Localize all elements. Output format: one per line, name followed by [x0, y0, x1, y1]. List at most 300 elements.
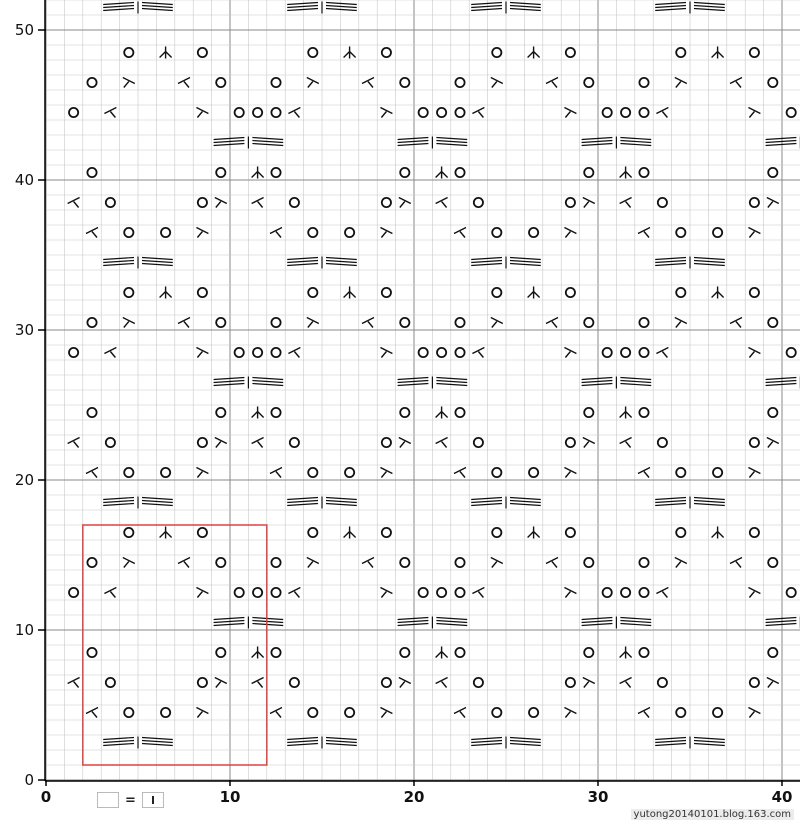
k2tog-symbol	[288, 108, 300, 118]
yarn-over-symbol	[235, 588, 244, 597]
k2tog-symbol	[546, 78, 558, 88]
ssk-symbol	[748, 228, 760, 238]
y-tick-label: 20	[14, 471, 34, 489]
k2tog-symbol	[178, 318, 190, 328]
yarn-over-symbol	[290, 438, 299, 447]
double-decrease-symbol	[252, 167, 264, 179]
yarn-over-symbol	[400, 318, 409, 327]
cable-symbol	[471, 737, 541, 749]
ssk-symbol	[215, 438, 227, 448]
cable-symbol	[766, 137, 800, 149]
yarn-over-symbol	[253, 348, 262, 357]
cable-symbol	[471, 257, 541, 269]
k2tog-symbol	[454, 228, 466, 238]
ssk-symbol	[748, 108, 760, 118]
yarn-over-symbol	[676, 528, 685, 537]
k2tog-symbol	[270, 708, 282, 718]
double-decrease-symbol	[528, 287, 540, 299]
yarn-over-symbol	[271, 588, 280, 597]
legend-equals: =	[125, 792, 136, 808]
yarn-over-symbol	[603, 588, 612, 597]
yarn-over-symbol	[676, 288, 685, 297]
ssk-symbol	[748, 588, 760, 598]
ssk-symbol	[767, 198, 779, 208]
ssk-symbol	[196, 348, 208, 358]
y-tick-label: 10	[14, 621, 34, 639]
yarn-over-symbol	[419, 108, 428, 117]
k2tog-symbol	[104, 108, 116, 118]
yarn-over-symbol	[216, 648, 225, 657]
yarn-over-symbol	[768, 78, 777, 87]
ssk-symbol	[767, 678, 779, 688]
k2tog-symbol	[620, 438, 632, 448]
yarn-over-symbol	[290, 198, 299, 207]
k2tog-symbol	[104, 348, 116, 358]
yarn-over-symbol	[271, 408, 280, 417]
k2tog-symbol	[656, 348, 668, 358]
double-decrease-symbol	[160, 527, 172, 539]
yarn-over-symbol	[566, 288, 575, 297]
double-decrease-symbol	[160, 287, 172, 299]
legend	[97, 792, 164, 808]
k2tog-symbol	[472, 348, 484, 358]
x-tick-label: 0	[40, 788, 52, 806]
watermark: yutong20140101.blog.163.com	[631, 809, 794, 820]
yarn-over-symbol	[308, 528, 317, 537]
yarn-over-symbol	[198, 288, 207, 297]
cable-symbol	[214, 617, 284, 629]
k2tog-symbol	[436, 678, 448, 688]
yarn-over-symbol	[492, 288, 501, 297]
yarn-over-symbol	[566, 198, 575, 207]
double-decrease-symbol	[528, 527, 540, 539]
yarn-over-symbol	[474, 198, 483, 207]
yarn-over-symbol	[69, 348, 78, 357]
ssk-symbol	[583, 678, 595, 688]
yarn-over-symbol	[253, 588, 262, 597]
double-decrease-symbol	[344, 287, 356, 299]
yarn-over-symbol	[216, 318, 225, 327]
yarn-over-symbol	[750, 288, 759, 297]
yarn-over-symbol	[584, 558, 593, 567]
k2tog-symbol	[730, 78, 742, 88]
yarn-over-symbol	[455, 588, 464, 597]
yarn-over-symbol	[400, 648, 409, 657]
yarn-over-symbol	[87, 78, 96, 87]
k2tog-symbol	[178, 78, 190, 88]
ssk-symbol	[491, 318, 503, 328]
x-tick-label: 40	[771, 788, 793, 806]
yarn-over-symbol	[455, 78, 464, 87]
k2tog-symbol	[620, 198, 632, 208]
k2tog-symbol	[104, 588, 116, 598]
k2tog-symbol	[362, 318, 374, 328]
cable-symbol	[582, 137, 652, 149]
yarn-over-symbol	[787, 348, 796, 357]
yarn-over-symbol	[271, 78, 280, 87]
yarn-over-symbol	[621, 588, 630, 597]
ssk-symbol	[380, 108, 392, 118]
ssk-symbol	[564, 108, 576, 118]
double-decrease-symbol	[620, 647, 632, 659]
yarn-over-symbol	[639, 78, 648, 87]
yarn-over-symbol	[584, 408, 593, 417]
yarn-over-symbol	[198, 678, 207, 687]
yarn-over-symbol	[308, 228, 317, 237]
yarn-over-symbol	[768, 408, 777, 417]
yarn-over-symbol	[566, 48, 575, 57]
yarn-over-symbol	[639, 108, 648, 117]
cable-symbol	[103, 497, 173, 509]
yarn-over-symbol	[198, 528, 207, 537]
yarn-over-symbol	[271, 348, 280, 357]
ssk-symbol	[380, 708, 392, 718]
ssk-symbol	[399, 438, 411, 448]
yarn-over-symbol	[69, 108, 78, 117]
yarn-over-symbol	[639, 348, 648, 357]
yarn-over-symbol	[308, 468, 317, 477]
cable-symbol	[398, 137, 468, 149]
yarn-over-symbol	[474, 438, 483, 447]
double-decrease-symbol	[344, 47, 356, 59]
ssk-symbol	[196, 708, 208, 718]
yarn-over-symbol	[584, 648, 593, 657]
k2tog-symbol	[454, 708, 466, 718]
double-decrease-symbol	[436, 407, 448, 419]
x-tick-label: 20	[403, 788, 425, 806]
double-decrease-symbol	[160, 47, 172, 59]
double-decrease-symbol	[436, 647, 448, 659]
yarn-over-symbol	[455, 558, 464, 567]
ssk-symbol	[307, 318, 319, 328]
yarn-over-symbol	[713, 708, 722, 717]
yarn-over-symbol	[787, 108, 796, 117]
double-decrease-symbol	[712, 287, 724, 299]
ssk-symbol	[307, 558, 319, 568]
yarn-over-symbol	[87, 648, 96, 657]
yarn-over-symbol	[161, 708, 170, 717]
yarn-over-symbol	[750, 528, 759, 537]
ssk-symbol	[123, 558, 135, 568]
ssk-symbol	[307, 78, 319, 88]
yarn-over-symbol	[658, 678, 667, 687]
yarn-over-symbol	[308, 48, 317, 57]
yarn-over-symbol	[87, 168, 96, 177]
double-decrease-symbol	[252, 407, 264, 419]
ssk-symbol	[675, 78, 687, 88]
k2tog-symbol	[68, 198, 80, 208]
yarn-over-symbol	[271, 168, 280, 177]
yarn-over-symbol	[492, 468, 501, 477]
yarn-over-symbol	[639, 558, 648, 567]
yarn-over-symbol	[106, 438, 115, 447]
ssk-symbol	[583, 438, 595, 448]
double-decrease-symbol	[528, 47, 540, 59]
yarn-over-symbol	[216, 168, 225, 177]
yarn-over-symbol	[639, 318, 648, 327]
yarn-over-symbol	[400, 168, 409, 177]
yarn-over-symbol	[455, 318, 464, 327]
yarn-over-symbol	[437, 108, 446, 117]
yarn-over-symbol	[566, 528, 575, 537]
yarn-over-symbol	[639, 648, 648, 657]
y-tick-label: 40	[14, 171, 34, 189]
yarn-over-symbol	[271, 318, 280, 327]
ssk-symbol	[564, 468, 576, 478]
yarn-over-symbol	[419, 588, 428, 597]
ssk-symbol	[399, 198, 411, 208]
cable-symbol	[398, 617, 468, 629]
ssk-symbol	[564, 348, 576, 358]
yarn-over-symbol	[676, 468, 685, 477]
yarn-over-symbol	[529, 228, 538, 237]
cable-symbol	[287, 2, 357, 14]
yarn-over-symbol	[603, 108, 612, 117]
yarn-over-symbol	[106, 678, 115, 687]
cable-symbol	[287, 257, 357, 269]
yarn-over-symbol	[455, 108, 464, 117]
cable-symbol	[214, 377, 284, 389]
yarn-over-symbol	[271, 648, 280, 657]
yarn-over-symbol	[713, 228, 722, 237]
cable-symbol	[471, 497, 541, 509]
yarn-over-symbol	[676, 708, 685, 717]
yarn-over-symbol	[124, 708, 133, 717]
cable-symbol	[471, 2, 541, 14]
k2tog-symbol	[86, 468, 98, 478]
yarn-over-symbol	[198, 438, 207, 447]
yarn-over-symbol	[124, 288, 133, 297]
k2tog-symbol	[472, 108, 484, 118]
yarn-over-symbol	[566, 678, 575, 687]
yarn-over-symbol	[492, 228, 501, 237]
yarn-over-symbol	[584, 78, 593, 87]
yarn-over-symbol	[253, 108, 262, 117]
k2tog-symbol	[68, 678, 80, 688]
cable-symbol	[103, 737, 173, 749]
ssk-symbol	[748, 708, 760, 718]
ssk-symbol	[380, 348, 392, 358]
yarn-over-symbol	[676, 228, 685, 237]
yarn-over-symbol	[750, 198, 759, 207]
ssk-symbol	[767, 438, 779, 448]
yarn-over-symbol	[639, 588, 648, 597]
yarn-over-symbol	[750, 678, 759, 687]
yarn-over-symbol	[768, 558, 777, 567]
yarn-over-symbol	[400, 558, 409, 567]
double-decrease-symbol	[620, 407, 632, 419]
yarn-over-symbol	[382, 48, 391, 57]
k2tog-symbol	[252, 438, 264, 448]
yarn-over-symbol	[382, 288, 391, 297]
yarn-over-symbol	[235, 348, 244, 357]
ssk-symbol	[564, 228, 576, 238]
yarn-over-symbol	[198, 48, 207, 57]
k2tog-symbol	[68, 438, 80, 448]
yarn-over-symbol	[603, 348, 612, 357]
yarn-over-symbol	[382, 198, 391, 207]
y-tick-label: 30	[14, 321, 34, 339]
double-decrease-symbol	[712, 47, 724, 59]
yarn-over-symbol	[658, 438, 667, 447]
cable-symbol	[103, 257, 173, 269]
cable-symbol	[655, 2, 725, 14]
k2tog-symbol	[638, 708, 650, 718]
yarn-over-symbol	[271, 108, 280, 117]
k2tog-symbol	[454, 468, 466, 478]
yarn-over-symbol	[566, 438, 575, 447]
ssk-symbol	[380, 228, 392, 238]
ssk-symbol	[564, 588, 576, 598]
ssk-symbol	[196, 228, 208, 238]
ssk-symbol	[748, 468, 760, 478]
cable-symbol	[103, 2, 173, 14]
yarn-over-symbol	[87, 558, 96, 567]
cable-symbol	[655, 497, 725, 509]
yarn-over-symbol	[400, 408, 409, 417]
k2tog-symbol	[288, 348, 300, 358]
k2tog-symbol	[178, 558, 190, 568]
yarn-over-symbol	[492, 708, 501, 717]
yarn-over-symbol	[308, 708, 317, 717]
ssk-symbol	[215, 678, 227, 688]
yarn-over-symbol	[382, 438, 391, 447]
yarn-over-symbol	[216, 78, 225, 87]
yarn-over-symbol	[216, 408, 225, 417]
ssk-symbol	[380, 588, 392, 598]
yarn-over-symbol	[455, 348, 464, 357]
cable-symbol	[398, 377, 468, 389]
y-tick-label: 50	[14, 21, 34, 39]
k2tog-symbol	[436, 198, 448, 208]
yarn-over-symbol	[455, 408, 464, 417]
k2tog-symbol	[620, 678, 632, 688]
yarn-over-symbol	[750, 438, 759, 447]
yarn-over-symbol	[639, 168, 648, 177]
ssk-symbol	[123, 318, 135, 328]
ssk-symbol	[196, 588, 208, 598]
k2tog-symbol	[546, 318, 558, 328]
yarn-over-symbol	[124, 228, 133, 237]
ssk-symbol	[675, 558, 687, 568]
k2tog-symbol	[472, 588, 484, 598]
ssk-symbol	[564, 708, 576, 718]
yarn-over-symbol	[492, 48, 501, 57]
legend-knit-symbol	[142, 792, 164, 808]
yarn-over-symbol	[345, 468, 354, 477]
yarn-over-symbol	[308, 288, 317, 297]
yarn-over-symbol	[713, 468, 722, 477]
ssk-symbol	[399, 678, 411, 688]
cable-symbol	[214, 137, 284, 149]
yarn-over-symbol	[124, 468, 133, 477]
ssk-symbol	[583, 198, 595, 208]
ssk-symbol	[196, 468, 208, 478]
yarn-over-symbol	[69, 588, 78, 597]
ssk-symbol	[196, 108, 208, 118]
yarn-over-symbol	[382, 528, 391, 537]
double-decrease-symbol	[436, 167, 448, 179]
yarn-over-symbol	[750, 48, 759, 57]
yarn-over-symbol	[787, 588, 796, 597]
cable-symbol	[766, 377, 800, 389]
double-decrease-symbol	[344, 527, 356, 539]
yarn-over-symbol	[290, 678, 299, 687]
cable-symbol	[655, 737, 725, 749]
yarn-over-symbol	[87, 318, 96, 327]
x-tick-label: 10	[219, 788, 241, 806]
yarn-over-symbol	[621, 108, 630, 117]
yarn-over-symbol	[437, 348, 446, 357]
yarn-over-symbol	[437, 588, 446, 597]
yarn-over-symbol	[676, 48, 685, 57]
k2tog-symbol	[638, 228, 650, 238]
double-decrease-symbol	[252, 647, 264, 659]
yarn-over-symbol	[658, 198, 667, 207]
double-decrease-symbol	[712, 527, 724, 539]
yarn-over-symbol	[621, 348, 630, 357]
k2tog-symbol	[252, 678, 264, 688]
k2tog-symbol	[288, 588, 300, 598]
yarn-over-symbol	[529, 468, 538, 477]
yarn-over-symbol	[235, 108, 244, 117]
k2tog-symbol	[270, 228, 282, 238]
yarn-over-symbol	[584, 168, 593, 177]
ssk-symbol	[491, 558, 503, 568]
cable-symbol	[655, 257, 725, 269]
k2tog-symbol	[656, 588, 668, 598]
cable-symbol	[287, 737, 357, 749]
yarn-over-symbol	[768, 648, 777, 657]
yarn-over-symbol	[345, 228, 354, 237]
yarn-over-symbol	[639, 408, 648, 417]
k2tog-symbol	[86, 708, 98, 718]
ssk-symbol	[491, 78, 503, 88]
yarn-over-symbol	[529, 708, 538, 717]
cable-symbol	[582, 617, 652, 629]
k2tog-symbol	[362, 558, 374, 568]
yarn-over-symbol	[124, 48, 133, 57]
k2tog-symbol	[546, 558, 558, 568]
yarn-over-symbol	[106, 198, 115, 207]
ssk-symbol	[123, 78, 135, 88]
yarn-over-symbol	[584, 318, 593, 327]
k2tog-symbol	[730, 318, 742, 328]
yarn-over-symbol	[419, 348, 428, 357]
k2tog-symbol	[86, 228, 98, 238]
yarn-over-symbol	[455, 168, 464, 177]
yarn-over-symbol	[768, 318, 777, 327]
yarn-over-symbol	[161, 228, 170, 237]
k2tog-symbol	[252, 198, 264, 208]
yarn-over-symbol	[216, 558, 225, 567]
k2tog-symbol	[270, 468, 282, 478]
ssk-symbol	[675, 318, 687, 328]
y-tick-label: 0	[24, 771, 34, 789]
yarn-over-symbol	[124, 528, 133, 537]
yarn-over-symbol	[492, 528, 501, 537]
k2tog-symbol	[638, 468, 650, 478]
yarn-over-symbol	[382, 678, 391, 687]
ssk-symbol	[380, 468, 392, 478]
ssk-symbol	[748, 348, 760, 358]
yarn-over-symbol	[345, 708, 354, 717]
yarn-over-symbol	[271, 558, 280, 567]
k2tog-symbol	[656, 108, 668, 118]
x-tick-label: 30	[587, 788, 609, 806]
k2tog-symbol	[362, 78, 374, 88]
yarn-over-symbol	[161, 468, 170, 477]
